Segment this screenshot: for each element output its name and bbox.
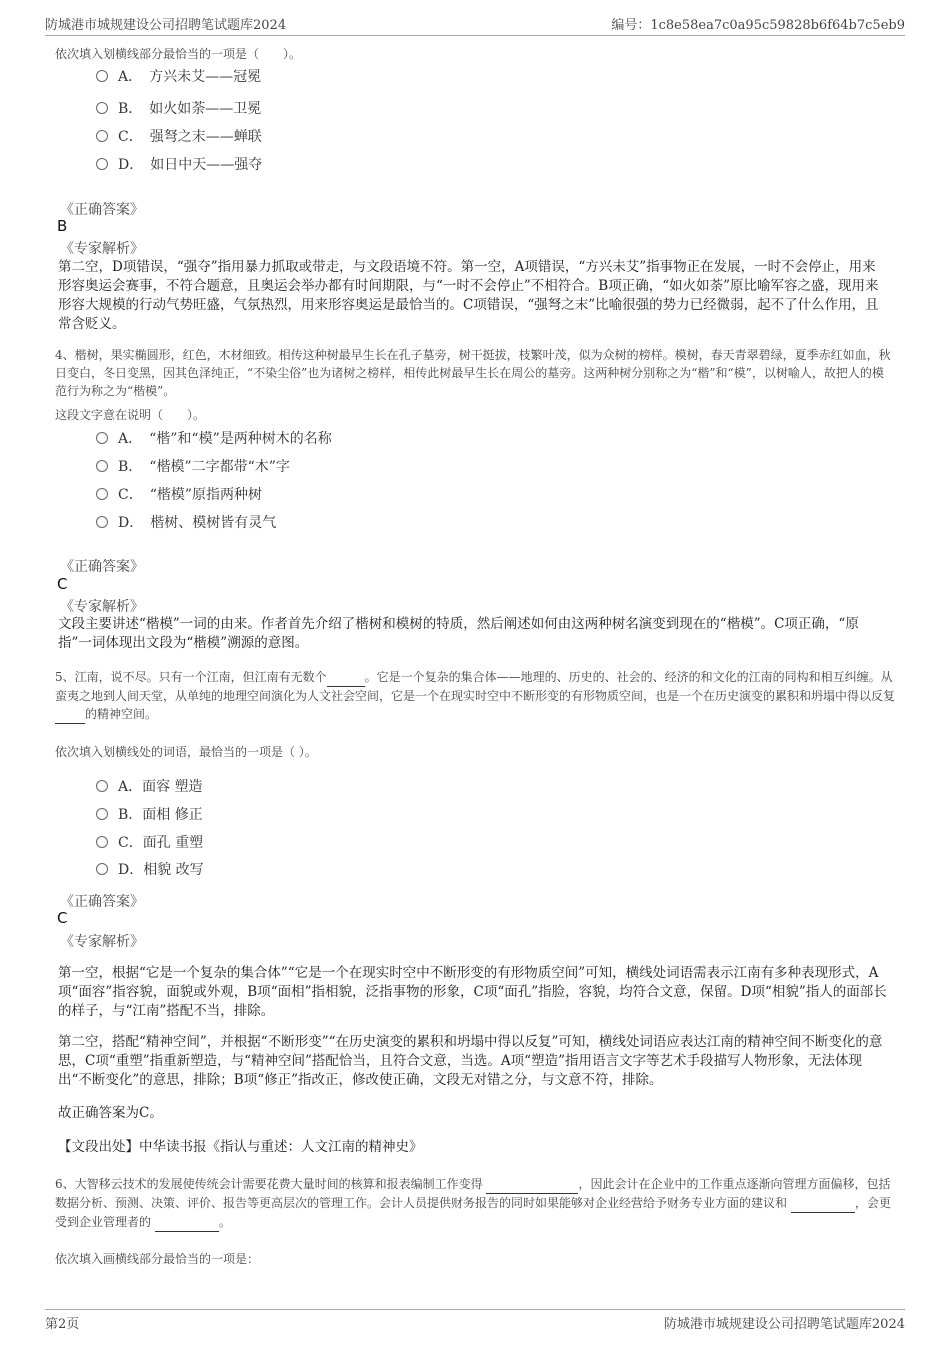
option-label: C．面孔 重塑 — [118, 835, 204, 851]
q5-analysis-p1: 第一空，根据“它是一个复杂的集合体”“它是一个在现实时空中不断形变的有形物质空间”可知，横线处词语需表示江南有多种表现形式，A项“面容”指容貌，面貌或外观，B项“面相”指相貌，泛指事物的形象，C项“面孔”指脸，容貌，均符合文意，保留。D项“相貌”指人的面部长的样子，与“江南”搭配不当，排除。 — [58, 965, 887, 1019]
radio-icon[interactable] — [96, 460, 108, 472]
q3-analysis: 第二空，D项错误，“强夺”指用暴力抓取或带走，与文段语境不符。第一空，A项错误，“方兴未艾”指事物正在发展，一时不会停止，用来形容奥运会赛事，不符合题意，且奥运会举办都有时间期限，与“一时不会停止”不相符合。B项正确，“如火如荼”原比喻军容之盛，现用来形容大规模的行动气势旺盛，气氛热烈，用来形容奥运是最恰当的。C项错误，“强弩之末”比喻很强的势力已经微弱，起不了什么作用，且常含贬义。 — [58, 259, 879, 332]
q5-option-b[interactable] — [96, 805, 203, 825]
radio-icon[interactable] — [96, 863, 108, 875]
q5-answer-label: 《正确答案》 — [60, 894, 144, 910]
radio-icon[interactable] — [96, 780, 108, 792]
q4-answer-label: 《正确答案》 — [60, 559, 144, 575]
q5-analysis-p2: 第二空，搭配“精神空间”，并根据“不断形变”“在历史演变的累积和坍塌中得以反复”可知，横线处词语应表达江南的精神空间不断变化的意思，C项“重塑”指重新塑造，与“精神空间”搭配恰当，且符合文意，当选。A项“塑造”指用语言文字等艺术手段描写人物形象，无法体现出“不断变化”的意思，排除；B项“修正”指改正，修改使正确，文段无对错之分，与文意不符，排除。 — [58, 1034, 883, 1088]
q5-prompt: 依次填入划横线处的词语，最恰当的一项是（ ）。 — [55, 745, 317, 759]
q5-stem-part2: 。它是一个复杂的集合体——地理的、历史的、社会的、经济的和文化的江南的同构和相互纠缠。从蛮夷之地到人间天堂，从单纯的地理空间演化为人文社会空间，它是一个在现实时空中不断形变的有形物质空间，也是一个在历史演变的累积和坍塌中得以反复 — [55, 670, 896, 703]
header-divider — [45, 35, 905, 36]
q6-stem — [55, 1175, 895, 1232]
q5-stem-part3: 的精神空间。 — [85, 707, 158, 721]
q4-option-c[interactable] — [96, 485, 262, 505]
option-label: D． 楷树、模树皆有灵气 — [118, 515, 277, 531]
q4-option-b[interactable] — [96, 457, 290, 477]
option-label: B．面相 修正 — [118, 807, 203, 823]
q6-blank-1 — [486, 1175, 578, 1194]
footer-divider — [45, 1309, 905, 1310]
footer-title: 防城港市城规建设公司招聘笔试题库2024 — [663, 1317, 905, 1332]
header-title: 防城港市城规建设公司招聘笔试题库2024 — [45, 18, 287, 33]
option-label: C． 强弩之末——蝉联 — [118, 129, 262, 145]
q5-analysis-label: 《专家解析》 — [60, 934, 144, 950]
radio-icon[interactable] — [96, 102, 108, 114]
q5-blank-2 — [55, 705, 85, 724]
page-header — [0, 0, 950, 33]
q6-prompt: 依次填入画横线部分最恰当的一项是： — [55, 1252, 260, 1266]
radio-icon[interactable] — [96, 130, 108, 142]
q4-option-d[interactable] — [96, 513, 276, 533]
q6-stem-part3: ，会更受到企业管理者的 — [55, 1196, 891, 1229]
radio-icon[interactable] — [96, 158, 108, 170]
footer-page-number: 第2页 — [45, 1317, 80, 1332]
q3-prompt: 依次填入划横线部分最恰当的一项是（ ）。 — [55, 47, 302, 61]
q5-answer: C — [57, 909, 68, 927]
q3-option-b[interactable] — [96, 99, 261, 119]
q6-blank-3 — [155, 1213, 219, 1232]
q5-stem — [55, 668, 895, 724]
q4-analysis-label: 《专家解析》 — [60, 599, 144, 615]
q4-option-a[interactable] — [96, 429, 332, 449]
q4-answer: C — [57, 575, 68, 593]
q5-option-a[interactable] — [96, 777, 203, 797]
q3-analysis-label: 《专家解析》 — [60, 241, 144, 257]
q3-option-a[interactable] — [96, 67, 261, 87]
q4-prompt: 这段文字意在说明（ ）。 — [55, 408, 206, 422]
q4-analysis: 文段主要讲述“楷模”一词的由来。作者首先介绍了楷树和模树的特质，然后阐述如何由这两种树名演变到现在的“楷模”。C项正确，“原指”一词体现出文段为“楷模”溯源的意图。 — [58, 616, 859, 651]
radio-icon[interactable] — [96, 516, 108, 528]
q5-option-d[interactable] — [96, 860, 204, 880]
q6-stem-part4: 。 — [218, 1215, 231, 1229]
q5-option-c[interactable] — [96, 833, 203, 853]
option-label: C． “楷模”原指两种树 — [118, 487, 263, 503]
radio-icon[interactable] — [96, 808, 108, 820]
option-label: A．面容 塑造 — [118, 779, 203, 795]
option-label: B． “楷模”二字都带“木”字 — [118, 459, 290, 475]
option-label: A． “楷”和“模”是两种树木的名称 — [118, 431, 332, 447]
option-label: A． 方兴未艾——冠冕 — [118, 69, 262, 85]
option-label: D． 如日中天——强夺 — [118, 157, 263, 173]
q6-stem-part1: 6、大智移云技术的发展使传统会计需要花费大量时间的核算和报表编制工作变得 — [55, 1177, 487, 1191]
radio-icon[interactable] — [96, 70, 108, 82]
q4-stem: 4、楷树，果实椭圆形，红色，木材细致。相传这种树最早生长在孔子墓旁，树干挺拔，枝繁叶茂，似为众树的榜样。模树，春天青翠碧绿，夏季赤红如血，秋日变白，冬日变黑，因其色泽纯正，“不染尘俗”也为诸树之榜样，相传此树最早生长在周公的墓旁。这两种树分别称之为“楷”和“模”，以树喻人，故把人的模范行为称之为“楷模”。 — [55, 348, 891, 398]
q5-source: 【文段出处】中华读书报《指认与重述：人文江南的精神史》 — [58, 1139, 423, 1155]
q3-option-c[interactable] — [96, 127, 262, 147]
q3-option-d[interactable] — [96, 155, 262, 175]
q6-blank-2 — [791, 1194, 855, 1213]
header-doc-id: 编号：1c8e58ea7c0a95c59828b6f64b7c5eb9 — [611, 18, 905, 33]
option-label: B． 如火如荼——卫冕 — [118, 101, 262, 117]
radio-icon[interactable] — [96, 836, 108, 848]
q6-stem-part2: ，因此会计在企业中的工作重点逐渐向管理方面偏移，包括数据分析、预测、决策、评价、报告等更高层次的管理工作。会计人员提供财务报告的同时如果能够对企业经营给予财务专业方面的建议和 — [55, 1177, 891, 1210]
radio-icon[interactable] — [96, 488, 108, 500]
q5-stem-part1: 5、江南，说不尽。只有一个江南，但江南有无数个 — [55, 670, 327, 684]
q3-answer: B — [57, 217, 68, 235]
option-label: D．相貌 改写 — [118, 862, 204, 878]
q3-answer-label: 《正确答案》 — [60, 202, 144, 218]
q5-conclusion: 故正确答案为C。 — [58, 1105, 163, 1121]
radio-icon[interactable] — [96, 432, 108, 444]
q5-blank-1 — [327, 668, 365, 687]
